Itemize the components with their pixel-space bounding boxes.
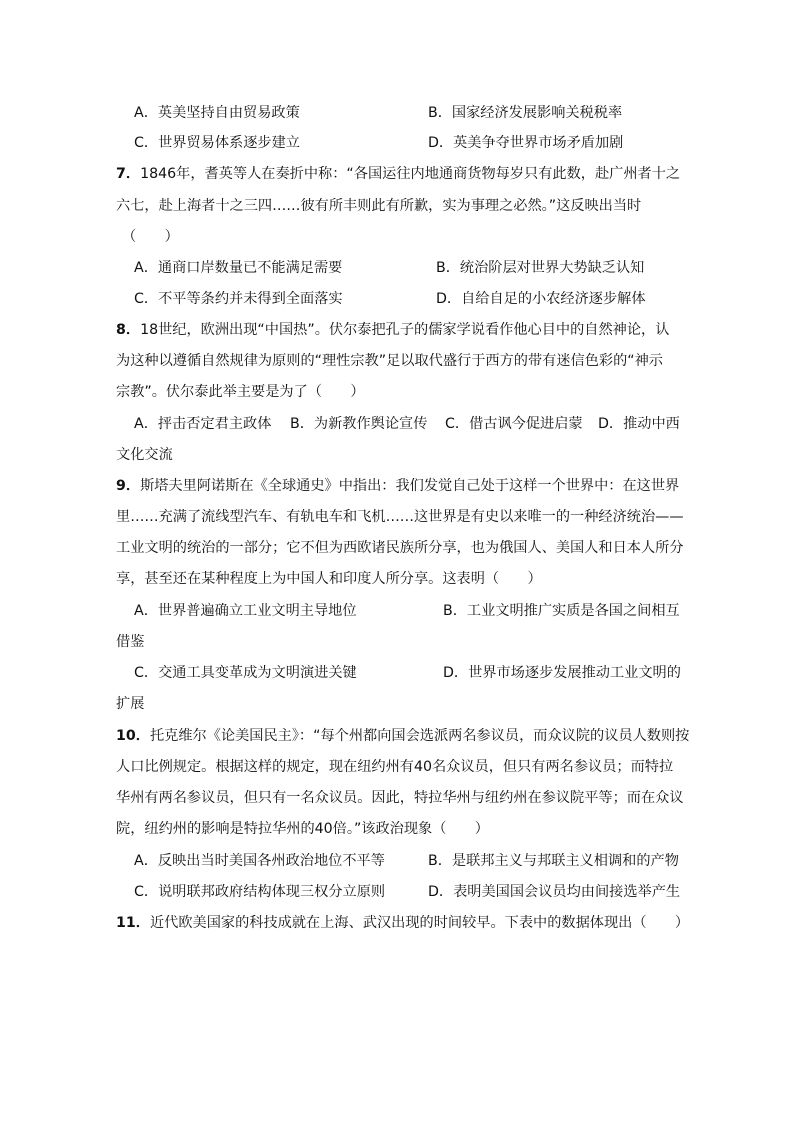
q7-option-b: B．统治阶层对世界大势缺乏认知 [436, 260, 645, 276]
q8-option-b: B．为新教作舆论宣传 [290, 416, 428, 432]
q9-stem-line-4: 享，甚至还在某种程度上为中国人和印度人所分享。这表明（ ） [116, 571, 542, 587]
q8-stem-line-1: 8．18世纪，欧洲出现“中国热”。伏尔泰把孔子的儒家学说看作他心目中的自然神论，认 [116, 322, 670, 338]
q10-stem-line-3: 华州有两名参议员，但只有一名众议员。因此，特拉华州与纽约州在参议院平等；而在众议 [116, 790, 684, 806]
q10-stem-line-1: 10．托克维尔《论美国民主》：“每个州都向国会选派两名参议员，而众议院的议员人数则按 [116, 728, 690, 744]
q9-option-b: B．工业文明推广实质是各国之间相互 [443, 603, 680, 619]
q6-option-a: A．英美坚持自由贸易政策 [134, 105, 300, 121]
q9-number: 9． [116, 478, 141, 494]
q9-option-d-wrap: 扩展 [116, 696, 145, 712]
q7-option-a: A．通商口岸数量已不能满足需要 [134, 260, 343, 276]
q8-option-a: A．抨击否定君主政体 [134, 416, 272, 432]
q10-stem-line-2: 人口比例规定。根据这样的规定，现在纽约州有40名众议员，但只有两名参议员；而特拉 [116, 759, 674, 775]
q9-option-c: C．交通工具变革成为文明演进关键 [134, 665, 357, 681]
q8-option-c: C．借古讽今促进启蒙 [445, 416, 583, 432]
q9-option-b-wrap: 借鉴 [116, 634, 145, 650]
q6-option-d: D．英美争夺世界市场矛盾加剧 [428, 135, 624, 151]
q7-option-d: D．自给自足的小农经济逐步解体 [436, 291, 646, 307]
q9-stem-line-3: 工业文明的统治的一部分；它不但为西欧诸民族所分享，也为俄国人、美国人和日本人所分 [116, 540, 684, 556]
q6-option-b: B．国家经济发展影响关税税率 [428, 105, 623, 121]
q11-number: 11． [116, 915, 150, 931]
q7-number: 7． [116, 166, 141, 182]
q9-stem-line-2: 里……充满了流线型汽车、有轨电车和飞机……这世界是有史以来唯一的一种经济统治—— [116, 509, 684, 525]
q10-number: 10． [116, 728, 150, 744]
q10-option-c: C．说明联邦政府结构体现三权分立原则 [134, 884, 386, 900]
q7-stem-line-3: （ ） [122, 229, 179, 245]
q7-stem-line-2: 六七，赴上海者十之三四……彼有所丰则此有所歉，实为事理之必然。”这反映出当时 [116, 198, 642, 214]
q8-option-d: D．推动中西 [598, 416, 680, 432]
q8-stem-line-2: 为这种以遵循自然规律为原则的“理性宗教”足以取代盛行于西方的带有迷信色彩的“神示 [116, 353, 663, 369]
q11-stem-line-1: 11．近代欧美国家的科技成就在上海、武汉出现的时间较早。下表中的数据体现出（ ） [116, 915, 690, 931]
q8-option-d-wrap: 文化交流 [116, 447, 173, 463]
q7-option-c: C．不平等条约并未得到全面落实 [134, 291, 343, 307]
q8-stem-line-3: 宗教”。伏尔泰此举主要是为了（ ） [116, 384, 365, 400]
q10-option-b: B．是联邦主义与邦联主义相调和的产物 [428, 853, 679, 869]
q9-stem-line-1: 9．斯塔夫里阿诺斯在《全球通史》中指出：我们发觉自己处于这样一个世界中：在这世界 [116, 478, 680, 494]
q6-option-c: C．世界贸易体系逐步建立 [134, 135, 300, 151]
q9-option-d: D．世界市场逐步发展推动工业文明的 [443, 665, 681, 681]
q10-option-d: D．表明美国国会议员均由间接选举产生 [428, 884, 681, 900]
q7-stem-line-1: 7．1846年，耆英等人在奏折中称：“各国运往内地通商货物每岁只有此数，赴广州者十之 [116, 166, 681, 182]
q10-stem-line-4: 院，纽约州的影响是特拉华州的40倍。”该政治现象（ ） [116, 821, 489, 837]
q8-number: 8． [116, 322, 141, 338]
q10-option-a: A．反映出当时美国各州政治地位不平等 [134, 853, 385, 869]
q9-option-a: A．世界普遍确立工业文明主导地位 [134, 603, 357, 619]
